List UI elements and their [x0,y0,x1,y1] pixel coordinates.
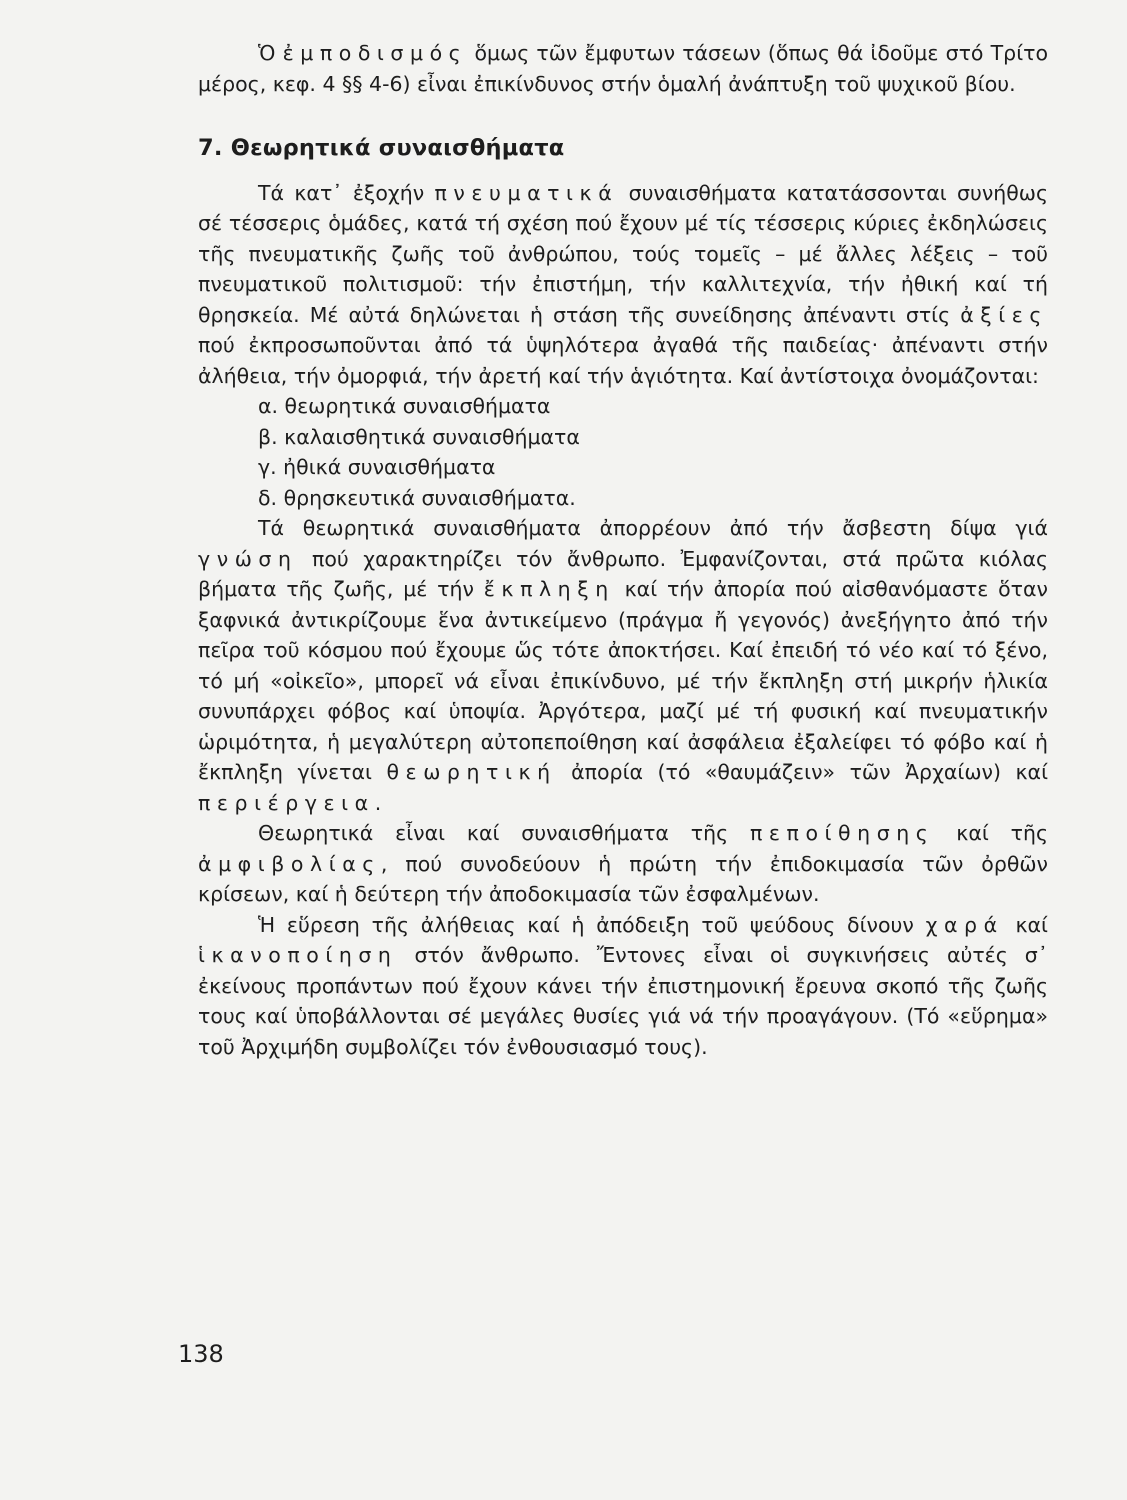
p2-text-i: . [374,790,382,815]
spaced-term-axies: ἀξίες [960,302,1048,327]
p2-text-c: πού χαρακτηρίζει τόν ἄνθρωπο. Ἐμφανίζονται, στά πρῶτα κιόλας βήματα τῆς ζωῆς, μέ τήν [198,546,1048,601]
spaced-term-periergeia: περιέργεια [198,790,375,815]
p4-text-c: καί [1003,912,1048,937]
list-item: γ. ἠθικά συναισθήματα [258,455,496,479]
p3-text-e: , πού συνοδεύουν ἡ πρώτη τήν ἐπιδοκιμασία τῶν ὀρθῶν κρίσεων, καί ἡ δεύτερη τήν ἀποδοκιμασία τῶν ἐσφαλμένων. [198,851,1048,906]
section-heading: 7. Θεωρητικά συναισθήματα [198,135,565,161]
p1-text-a: Τά κατ᾽ ἐξοχήν [258,180,435,205]
intro-text-start: Ὁ [258,41,283,65]
list-item: β. καλαισθητικά συναισθήματα [258,424,580,449]
paragraph-3 [198,818,1048,910]
page-number: 138 [178,1340,224,1368]
p2-text-a: Τά θεωρητικά συναισθήματα ἀπορρέουν ἀπό τήν ἄσβεστη δίψα γιά [258,516,1048,540]
page-text [198,38,1048,1062]
p2-text-g: ἀπορία (τό «θαυμάζειν» τῶν Ἀρχαίων) καί [556,760,1049,784]
list-item: α. θεωρητικά συναισθήματα [258,394,551,418]
spaced-term-ikanopoiisi: ἱκανοποίηση [198,943,398,967]
intro-paragraph [198,38,1048,99]
paragraph-4 [198,910,1048,1063]
spaced-term-chara: χαρά [925,912,1004,937]
list-item: δ. θρησκευτικά συναισθήματα. [258,485,576,510]
p2-text-e: καί τήν ἀπορία πού αἰσθανόμαστε ὅταν ξαφνικά ἀντικρίζουμε ἕνα ἀντικείμενο (πράγμα ἤ γεγονός) ἀνεξήγητο ἀπό τήν πεῖρα τοῦ κόσμου πού ἔχουμε ὥς τότε ἀποκτήσει. Καί ἐπειδή τό νέο καί τό ξένο, τό μή «οἰκεῖο», μπορεῖ νά εἶναι ἐπικίνδυνο, μέ τήν ἔκπληξη στή μικρήν ἡλικία συνυπάρχει φόβος καί ὑποψία. Ἀργότερα, μαζί μέ τή φυσική καί πνευματικήν ὡριμότητα, ἡ μεγαλύτερη αὐτοπεποίθηση καί ἀσφάλεια ἐξαλείφει τό φόβο καί ἡ ἔκπληξη γίνεται [198,577,1048,784]
feelings-list [198,391,1048,513]
spaced-term-amfivolias: ἀμφιβολίας [198,851,381,876]
intro-text-end: ὅμως τῶν ἔμφυτων τάσεων (ὅπως θά ἰδοῦμε στό Τρίτο μέρος, κεφ. 4 §§ 4-6) εἶναι ἐπικίνδυνος στήν ὁμαλή ἀνάπτυξη τοῦ ψυχικοῦ βίου. [198,41,1049,96]
paragraph-1 [198,178,1048,392]
p1-text-e: πού ἐκπροσωποῦνται ἀπό τά ὑψηλότερα ἀγαθά τῆς παιδείας· ἀπέναντι στήν ἀλήθεια, τήν ὀμορφιά, τήν ἀρετή καί τήν ἁγιότητα. Καί ἀντίστοιχα ὀνομάζονται: [198,333,1048,388]
p4-text-e: στόν ἄνθρωπο. Ἔντονες εἶναι οἱ συγκινήσεις αὐτές σ᾽ ἐκείνους προπάντων πού ἔχουν κάνει τήν ἐπιστημονική ἔρευνα σκοπό τῆς ζωῆς τους καί ὑποβάλλονται σέ μεγάλες θυσίες γιά νά τήν προαγάγουν. (Τό «εὕρημα» τοῦ Ἀρχιμήδη συμβολίζει τόν ἐνθουσιασμό τους). [198,943,1048,1059]
spaced-term-gnosi: γνώση [198,546,298,571]
spaced-term-theoritiki: θεωρητική [386,760,557,784]
paragraph-2 [198,513,1048,818]
p4-text-a: Ἡ εὕρεση τῆς ἀλήθειας καί ἡ ἀπόδειξη τοῦ ψεύδους δίνουν [258,912,926,937]
p3-text-c: καί τῆς [934,821,1048,845]
spaced-term-pepoithisis: πεποίθησης [750,821,935,845]
spaced-term-ekplixi: ἔκπληξη [483,577,615,601]
p3-text-a: Θεωρητικά εἶναι καί συναισθήματα τῆς [258,821,750,845]
spaced-term-pneumatika: πνευματικά [434,180,619,205]
spaced-term-empodismos: ἐμποδισμός [282,41,468,65]
p1-text-c: συναισθήματα κατατάσσονται συνήθως σέ τέσσερις ὁμάδες, κατά τή σχέση πού ἔχουν μέ τίς τέσσερις κύριες ἐκδηλώσεις τῆς πνευματικῆς ζωῆς τοῦ ἀνθρώπου, τούς τομεῖς – μέ ἄλλες λέξεις – τοῦ πνευματικοῦ πολιτισμοῦ: τήν ἐπιστήμη, τήν καλλιτεχνία, τήν ἠθική καί τή θρησκεία. Μέ αὐτά δηλώνεται ἡ στάση τῆς συνείδησης ἀπέναντι στίς [198,180,1048,327]
